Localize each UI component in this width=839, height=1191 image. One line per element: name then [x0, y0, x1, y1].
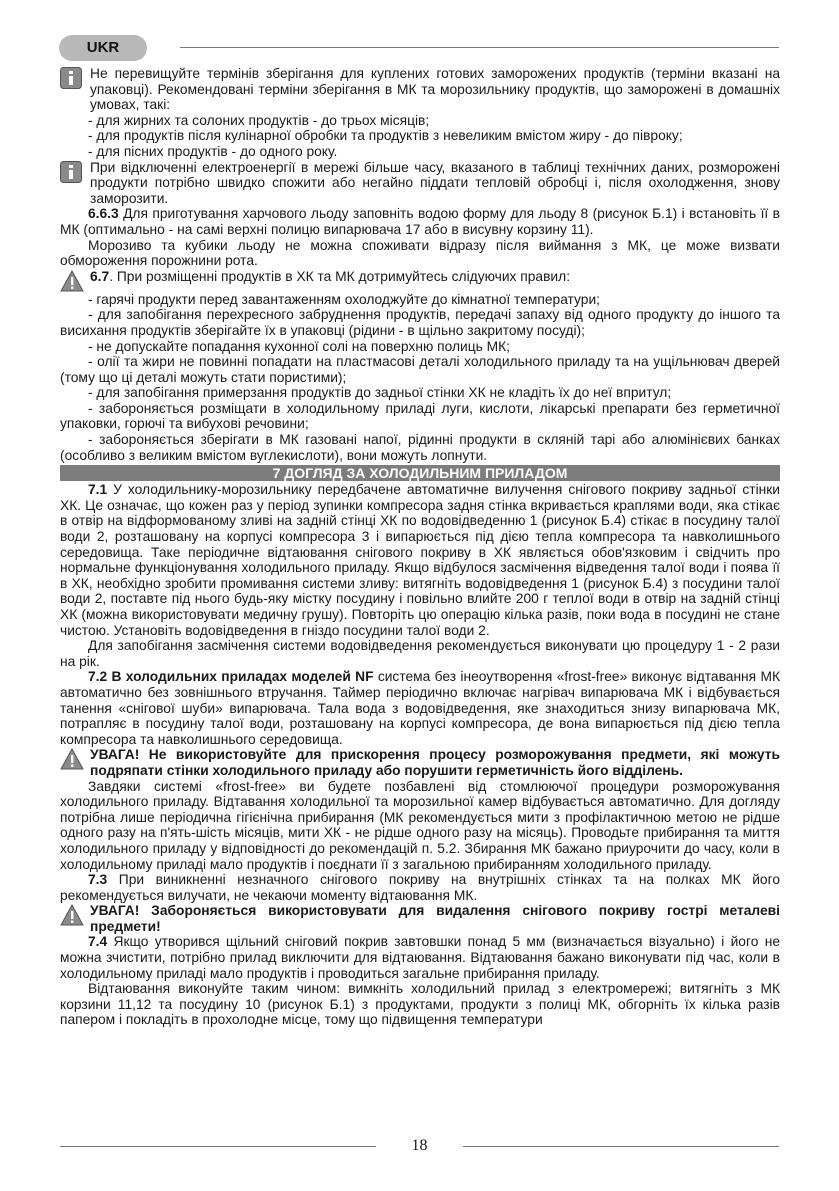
text-run: У холодильнику-морозильнику передбачене автоматичне вилучення снігового покриву задньої стінки ХК. Це означає, що кожен раз у період зупинки компресора задня стінка вкривається краплями води, яка стікає в отвір на відформованому зливі на задній стінці ХК по водовідведенню 1 (рисунок Б.4) стікає в посудину талої води 2, розташовану на корпусі компресора 3 і випарюється під дією тепла компресора та навколишнього середовища. Таке періодичне відтаювання снігового покриву в ХК являється обов'язковим і свідчить про нормальне функціонування холодильного приладу. Якщо відбулося засмічення відведення талої води і поява її в ХК, необхідно зробити промивання системи зливу: витягніть водовідведення 1 (рисунок Б.4) з посудини талої води 2, поставте під нього будь-яку містку посудину і повільно влийте 200 г теплої води в отвір на задній стінці ХК (можна використовувати медичну грушу). Повторіть цю операцію кілька разів, поки вода в посудині не стане чистою. Установіть водовідведення в гніздо посудини талої води 2.: [60, 482, 780, 638]
note-text: [90, 160, 780, 207]
paragraph: [60, 482, 780, 638]
list-item: [60, 401, 780, 432]
page-footer: [60, 1137, 779, 1157]
text-run: - для запобігання перехресного забруднення продуктів, передачі запаху від одного продукту до іншого та висихання продуктів зберігайте їх в упаковці (рідини - в щільно закритому посуді);: [60, 307, 780, 338]
warning-note: [60, 747, 780, 778]
list-item: [60, 354, 780, 385]
text-run: - не допускайте попадання кухонної солі на поверхню полиць МК;: [88, 338, 511, 354]
list-item: [60, 339, 780, 355]
text-run: система без інеоутворення «frost-free» виконує відтавання МК автоматично без зовнішнього втручання. Таймер періодично включає нагрівач випарювача МК і відбувається танення «снігової шуби» випарювача. Тала вода з водовідведення, яке знаходиться знизу випарювача МК, потрапляє в посудину талої води, розташовану на корпусі компресора, де вона випарюється під дією тепла компресора та навколишнього середовища.: [60, 669, 780, 747]
bold-lead: 7.2 В холодильних приладах моделей NF: [88, 669, 374, 685]
info-icon: [60, 67, 84, 89]
text-run: Не перевищуйте термінів зберігання для куплених готових заморожених продуктів (терміни вказані на упаковці). Рекомендовані терміни зберігання в МК та морозильнику продуктів, що заморожені в домашніх умовах, такі:: [90, 66, 780, 113]
info-icon: [60, 161, 84, 183]
bold-lead: 7.3: [88, 872, 108, 888]
note-text: [90, 903, 780, 934]
text-run: - забороняється розміщати в холодильному приладі луги, кислоти, лікарські препарати без герметичної упаковки, горючі та вибухові речовини;: [60, 400, 780, 432]
paragraph: [60, 638, 780, 669]
list-item: [60, 432, 780, 463]
info-note: [60, 66, 780, 113]
bold-lead: УВАГА! Забороняється використовувати для видалення снігового покриву гострі металеві предмети!: [90, 903, 780, 934]
text-run: При відключенні електроенергії в мережі більше часу, вказаного в таблиці технічних даних, розморожені продукти потрібно швидко спожити або негайно піддати тепловій обробці і, після охолодження, знову заморозити.: [90, 159, 780, 206]
note-text: [90, 66, 780, 113]
text-run: - для запобігання примерзання продуктів до задньої стінки ХК не кладіть їх до неї впритул;: [88, 385, 672, 401]
language-badge: UKR: [59, 35, 147, 61]
text-run: - олії та жири не повинні попадати на пластмасові деталі холодильного приладу та на ущільнювач дверей (тому що ці деталі можуть стати пористими);: [60, 354, 780, 385]
warning-icon: [60, 904, 84, 926]
list-item: [60, 128, 780, 144]
text-run: Для запобігання засмічення системи водовідведення рекомендується виконувати цю процедуру 1 - 2 рази на рік.: [60, 638, 780, 669]
text-run: При виникненні незначного снігового покриву на внутрішніх стінках та на полках МК його рекомендується вилучати, не чекаючи моменту відтаювання МК.: [60, 872, 780, 903]
list-item: [60, 113, 780, 129]
text-run: Відтаювання виконуйте таким чином: вимкніть холодильний прилад з електромережі; витягніть з МК корзини 11,12 та посудину 10 (рисунок Б.1) з продуктами, продукти з полиці МК, обгорніть їх кілька разів папером і покладіть в прохолодне місце, тому що підвищення температури: [60, 981, 780, 1028]
text-run: Морозиво та кубики льоду не можна споживати відразу після виймання з МК, це може визвати обмороження порожнини рота.: [60, 237, 780, 269]
bold-lead: 7.1: [88, 482, 108, 498]
warning-note: [60, 269, 780, 292]
text-run: Завдяки системі «frost-free» ви будете позбавлені від стомлюючої процедури розморожування холодильного приладу. Відтавання холодильної та морозильної камер відбувається автоматично. Для догляду потрібна лише періодична гігієнічна прибирання (МК рекомендується мити з профілактичною метою не рідше одного разу на п'ять-шість місяців, мити ХК - не рідше одного разу на місяць). Проводьте прибирання та миття холодильного приладу у відповідності до рекомендацій п. 5.2. Збирання МК бажано приурочити до часу, коли в холодильному приладі мало продуктів і поєднати її з загальною прибиранням холодильного приладу.: [60, 778, 780, 872]
paragraph: [60, 872, 780, 903]
text-run: Якщо утворився щільний сніговий покрив завтовшки понад 5 мм (визначається візуально) і його не можна зчистити, потрібно прилад виключити для відтаювання. Відтаювання бажано виконувати під час, коли в холодильному приладі мало продуктів і проводиться загальне прибирання приладу.: [60, 934, 780, 981]
list-item: [60, 385, 780, 401]
note-text: [90, 269, 780, 285]
text-run: - для пісних продуктів - до одного року.: [88, 143, 338, 159]
section-heading: 7 ДОГЛЯД ЗА ХОЛОДИЛЬНИМ ПРИЛАДОМ: [60, 465, 780, 481]
text-run: Для приготування харчового льоду заповніть водою форму для льоду 8 (рисунок Б.1) і встановіть її в МК (оптимально - на самі верхні полицю випарювача 17 або в висувну корзину 11).: [60, 206, 780, 237]
warning-icon: [60, 270, 84, 292]
paragraph: [60, 238, 780, 269]
list-item: [60, 307, 780, 338]
warning-icon: [60, 748, 84, 770]
header-rule: [180, 47, 779, 48]
bold-lead: 7.4: [88, 934, 108, 950]
warning-note: [60, 903, 780, 934]
bold-lead: 6.6.3: [88, 206, 119, 222]
note-text: [90, 747, 780, 778]
text-run: . При розміщенні продуктів в ХК та МК дотримуйтесь слідуючих правил:: [109, 268, 571, 284]
bold-lead: 6.7: [90, 268, 110, 284]
paragraph: [60, 779, 780, 873]
bold-lead: УВАГА! Не використовуйте для прискорення процесу розморожування предмети, які можуть подряпати стінки холодильного приладу або порушити герметичність його відділень.: [90, 747, 780, 778]
page-number: 18: [411, 1137, 428, 1154]
info-note: [60, 160, 780, 207]
paragraph: [60, 206, 780, 237]
paragraph: [60, 981, 780, 1028]
paragraph: [60, 934, 780, 981]
text-run: - для жирних та солоних продуктів - до трьох місяців;: [88, 112, 430, 128]
list-item: [60, 144, 780, 160]
text-run: - забороняється зберігати в МК газовані напої, рідинні продукти в скляній тарі або алюмінієвих банках (особливо з великим вмістом вуглекислоти), вони можуть лопнути.: [60, 432, 780, 463]
paragraph: [60, 669, 780, 747]
list-item: [60, 292, 780, 308]
text-run: - гарячі продукти перед завантаженням охолоджуйте до кімнатної температури;: [88, 291, 600, 307]
page-content: [60, 66, 780, 1028]
text-run: - для продуктів після кулінарної обробки та продуктів з невеликим вмістом жиру - до півроку;: [88, 128, 683, 144]
